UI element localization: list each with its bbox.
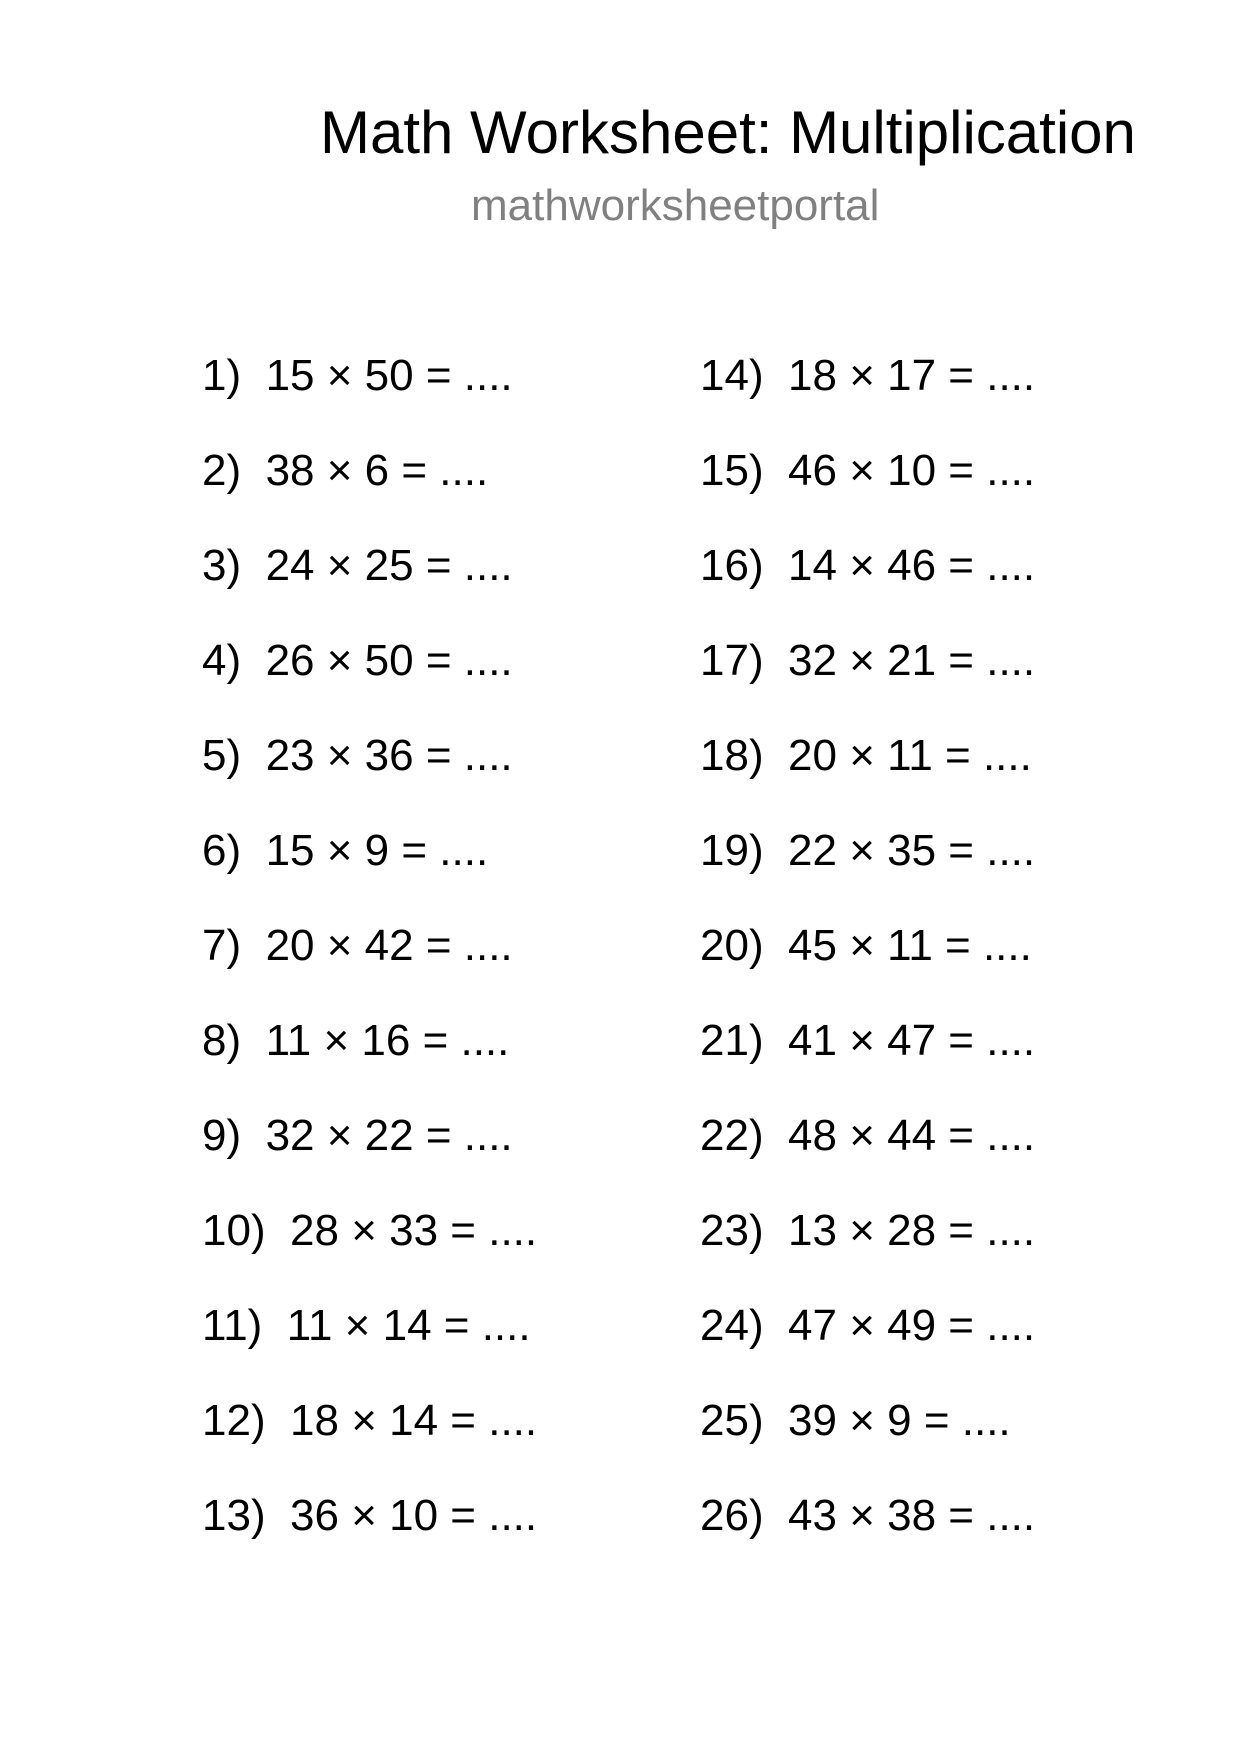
problem-number: 3) — [202, 541, 242, 590]
problem-expression: 46 × 10 = .... — [788, 446, 1036, 495]
problem-expression: 43 × 38 = .... — [788, 1491, 1036, 1540]
site-name: mathworksheetportal — [471, 181, 880, 230]
problem-number: 17) — [700, 636, 764, 685]
problem-number: 14) — [700, 351, 764, 400]
problem-item — [202, 1205, 537, 1300]
problem-item — [202, 1015, 537, 1110]
problem-number: 7) — [202, 921, 242, 970]
problem-expression: 38 × 6 = .... — [265, 446, 489, 495]
page-title: Math Worksheet: Multiplication — [320, 99, 1136, 166]
problem-number: 1) — [202, 351, 242, 400]
problem-expression: 39 × 9 = .... — [788, 1396, 1011, 1445]
problem-item — [700, 1205, 1035, 1300]
problem-expression: 48 × 44 = .... — [788, 1111, 1036, 1160]
problem-item — [202, 635, 537, 730]
problem-expression: 13 × 28 = .... — [788, 1206, 1036, 1255]
problem-item — [202, 1110, 537, 1205]
problem-expression: 28 × 33 = .... — [290, 1206, 538, 1255]
problem-number: 4) — [202, 636, 242, 685]
problems-right-column — [700, 350, 1035, 1585]
problem-expression: 18 × 14 = .... — [290, 1396, 538, 1445]
problem-item — [700, 1490, 1035, 1585]
problem-expression: 11 × 16 = .... — [265, 1016, 510, 1065]
problem-expression: 11 × 14 = .... — [286, 1301, 531, 1350]
problem-item — [700, 1395, 1035, 1490]
problem-item — [700, 1110, 1035, 1205]
problem-expression: 22 × 35 = .... — [788, 826, 1036, 875]
problem-item — [700, 350, 1035, 445]
problem-number: 21) — [700, 1016, 764, 1065]
problem-expression: 20 × 42 = .... — [265, 921, 513, 970]
problem-expression: 15 × 50 = .... — [265, 351, 513, 400]
problem-number: 24) — [700, 1301, 764, 1350]
problem-expression: 23 × 36 = .... — [265, 731, 513, 780]
problem-number: 13) — [202, 1491, 266, 1540]
problem-expression: 15 × 9 = .... — [265, 826, 489, 875]
problem-expression: 20 × 11 = .... — [788, 731, 1032, 780]
problem-item — [202, 730, 537, 825]
problem-item — [202, 1395, 537, 1490]
problem-expression: 47 × 49 = .... — [788, 1301, 1036, 1350]
problem-item — [700, 825, 1035, 920]
problem-number: 12) — [202, 1396, 266, 1445]
problem-item — [700, 635, 1035, 730]
problem-number: 25) — [700, 1396, 764, 1445]
problem-expression: 14 × 46 = .... — [788, 541, 1036, 590]
problem-number: 19) — [700, 826, 764, 875]
problem-item — [202, 1300, 537, 1395]
problem-expression: 45 × 11 = .... — [788, 921, 1032, 970]
problem-item — [700, 1015, 1035, 1110]
problem-item — [700, 445, 1035, 540]
problem-number: 5) — [202, 731, 242, 780]
problem-expression: 32 × 22 = .... — [265, 1111, 513, 1160]
problem-item — [700, 920, 1035, 1015]
problem-item — [202, 350, 537, 445]
problem-number: 2) — [202, 446, 242, 495]
problem-item — [202, 1490, 537, 1585]
problem-item — [202, 920, 537, 1015]
problems-left-column — [202, 350, 537, 1585]
problem-number: 11) — [202, 1301, 263, 1350]
problem-number: 23) — [700, 1206, 764, 1255]
problem-expression: 32 × 21 = .... — [788, 636, 1036, 685]
problem-item — [700, 1300, 1035, 1395]
problem-item — [202, 825, 537, 920]
problem-number: 6) — [202, 826, 242, 875]
problem-item — [700, 730, 1035, 825]
problem-number: 18) — [700, 731, 764, 780]
problem-number: 20) — [700, 921, 764, 970]
problem-expression: 26 × 50 = .... — [265, 636, 513, 685]
problem-number: 8) — [202, 1016, 242, 1065]
problem-item — [202, 445, 537, 540]
problem-number: 9) — [202, 1111, 242, 1160]
problem-item — [700, 540, 1035, 635]
problem-expression: 41 × 47 = .... — [788, 1016, 1036, 1065]
problem-number: 26) — [700, 1491, 764, 1540]
problem-expression: 18 × 17 = .... — [788, 351, 1036, 400]
problem-item — [202, 540, 537, 635]
problem-expression: 36 × 10 = .... — [290, 1491, 538, 1540]
problem-number: 10) — [202, 1206, 266, 1255]
problem-expression: 24 × 25 = .... — [265, 541, 513, 590]
problem-number: 22) — [700, 1111, 764, 1160]
problem-number: 15) — [700, 446, 764, 495]
problem-number: 16) — [700, 541, 764, 590]
